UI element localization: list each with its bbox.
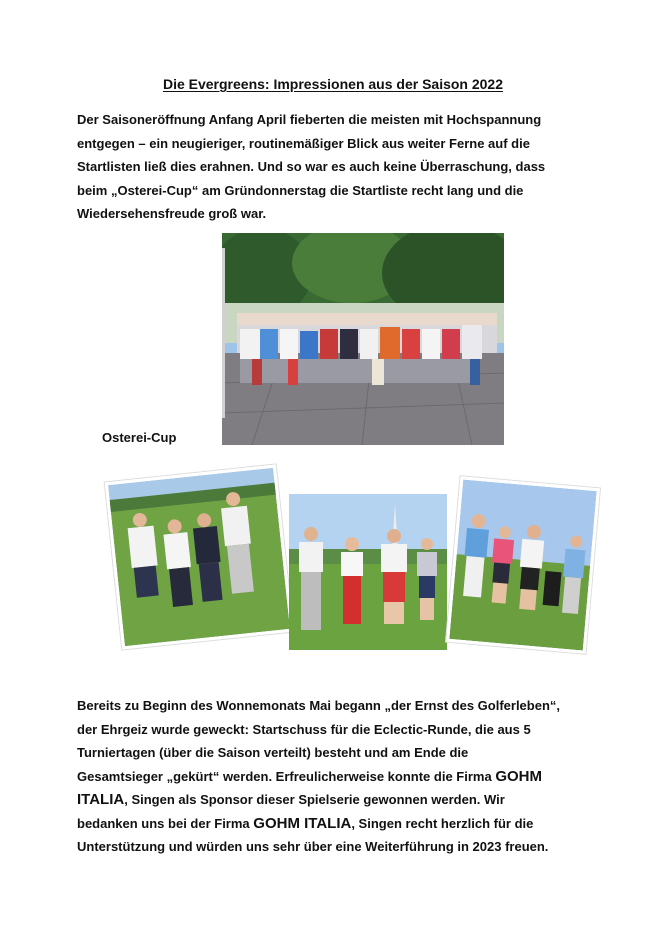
paragraph-line: [77, 788, 597, 812]
page-title: Die Evergreens: Impressionen aus der Saison 2022: [162, 76, 504, 92]
text-run: Gesamtsieger „gekürt“ werden. Erfreulicherweise konnte die Firma: [77, 768, 496, 784]
text-run: , Singen als Sponsor dieser Spielserie gewonnen werden. Wir: [124, 792, 505, 807]
paragraph-line: Bereits zu Beginn des Wonnemonats Mai begann „der Ernst des Golferleben“,: [77, 698, 561, 713]
paragraph-line: Unterstützung und würden uns sehr über eine Weiterführung in 2023 freuen.: [77, 839, 549, 854]
paragraph-line: [77, 765, 597, 789]
paragraph-line: Wiedersehensfreude groß war.: [77, 206, 267, 221]
intro-paragraph: [77, 108, 597, 226]
eclectic-paragraph: [77, 694, 597, 859]
four-golfers-photo-right: [446, 476, 600, 654]
photo-caption: Osterei-Cup: [102, 430, 177, 445]
sponsor-name: GOHM: [495, 767, 542, 785]
group-photo: [222, 233, 504, 445]
paragraph-line: Turniertagen (über die Saison verteilt) besteht und am Ende die: [77, 745, 469, 760]
paragraph-line: Startlisten ließ dies erahnen. Und so war es auch keine Überraschung, dass: [77, 159, 546, 174]
paragraph-line: entgegen – ein neugieriger, routinemäßiger Blick aus weiter Ferne auf die: [77, 135, 530, 151]
paragraph-line: der Ehrgeiz wurde geweckt: Startschuss für die Eclectic-Runde, die aus 5: [77, 721, 531, 737]
text-run: , Singen recht herzlich für die: [351, 815, 534, 831]
four-golfers-photo-left: [105, 464, 294, 649]
four-golfers-photo-middle: [289, 494, 447, 650]
paragraph-line: beim „Osterei-Cup“ am Gründonnerstag die Startliste recht lang und die: [77, 182, 524, 198]
sponsor-name: ITALIA: [77, 791, 125, 808]
paragraph-line: Der Saisoneröffnung Anfang April fieberten die meisten mit Hochspannung: [77, 112, 542, 127]
sponsor-name: GOHM ITALIA: [253, 814, 352, 832]
text-run: bedanken uns bei der Firma: [77, 815, 254, 831]
paragraph-line: [77, 812, 597, 836]
